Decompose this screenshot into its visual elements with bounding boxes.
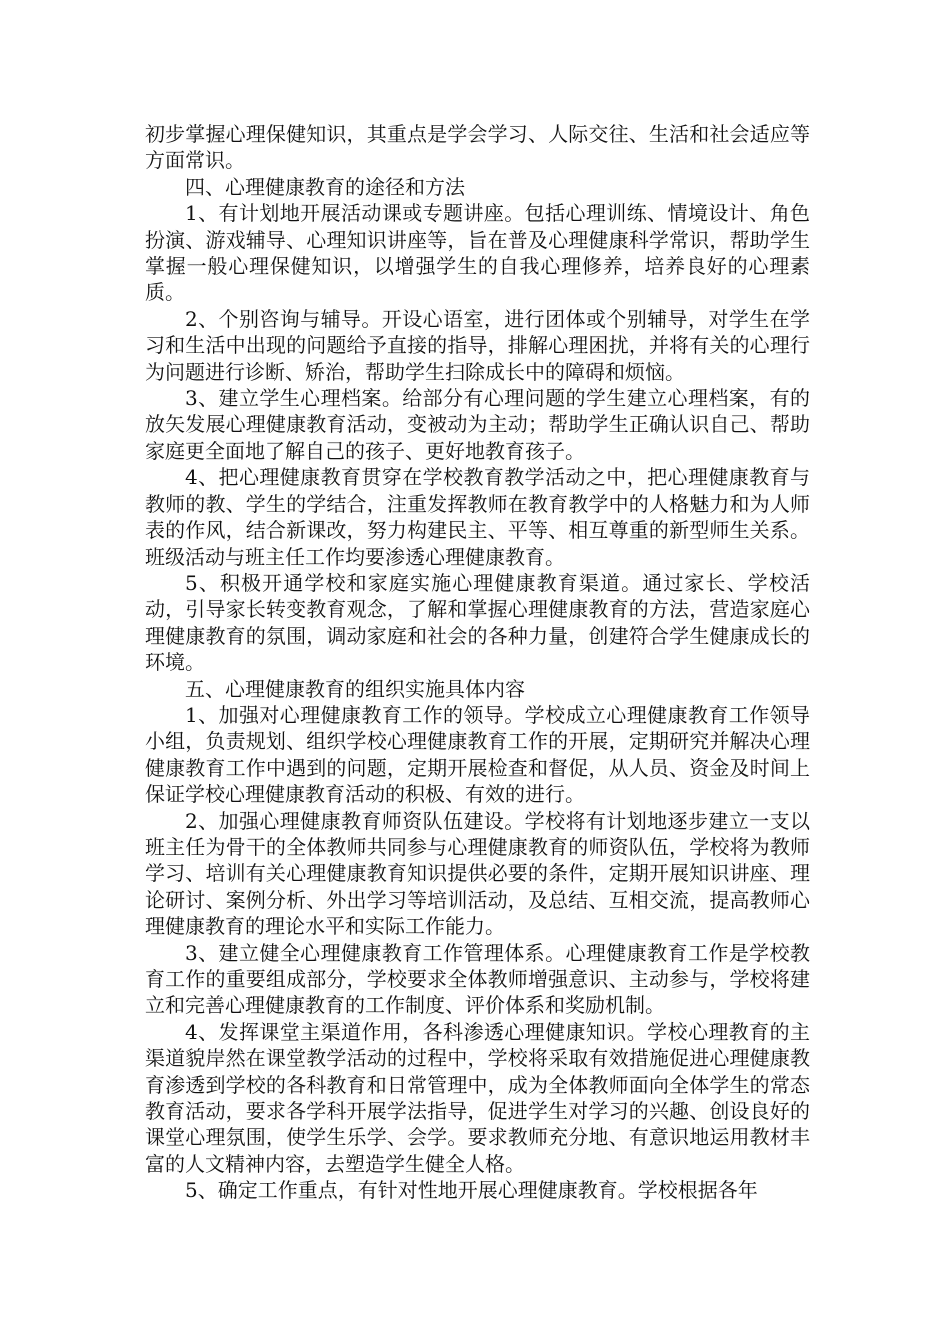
- paragraph-5-2: 2、加强心理健康教育师资队伍建设。学校将有计划地逐步建立一支以班主任为骨干的全体教师共同参与心理健康教育的师资队伍，学校将为教师学习、培训有关心理健康教育知识提供必要的条件，定期开展知识讲座、理论研讨、案例分析、外出学习等培训活动，及总结、互相交流，提高教师心理健康教育的理论水平和实际工作能力。: [145, 808, 810, 939]
- paragraph-5-5: 5、确定工作重点，有针对性地开展心理健康教育。学校根据各年: [185, 1178, 758, 1203]
- section-heading-4: 四、心理健康教育的途径和方法: [185, 174, 465, 199]
- paragraph-4-4: 4、把心理健康教育贯穿在学校教育教学活动之中，把心理健康教育与教师的教、学生的学结合，注重发挥教师在教育教学中的人格魅力和为人师表的作风，结合新课改，努力构建民主、平等、相互尊重的新型师生关系。班级活动与班主任工作均要渗透心理健康教育。: [145, 465, 810, 569]
- paragraph-4-2: 2、个别咨询与辅导。开设心语室，进行团体或个别辅导，对学生在学习和生活中出现的问题给予直接的指导，排解心理困扰，并将有关的心理行为问题进行诊断、矫治，帮助学生扫除成长中的障碍和烦恼。: [145, 306, 810, 384]
- paragraph-4-1: 1、有计划地开展活动课或专题讲座。包括心理训练、情境设计、角色扮演、游戏辅导、心理知识讲座等，旨在普及心理健康科学常识，帮助学生掌握一般心理保健知识，以增强学生的自我心理修养，培养良好的心理素质。: [145, 201, 810, 305]
- paragraph-5-1: 1、加强对心理健康教育工作的领导。学校成立心理健康教育工作领导小组，负责规划、组织学校心理健康教育工作的开展，定期研究并解决心理健康教育工作中遇到的问题，定期开展检查和督促，从人员、资金及时间上保证学校心理健康教育活动的积极、有效的进行。: [145, 702, 810, 807]
- document-body: [145, 121, 810, 1204]
- paragraph-continued: 初步掌握心理保健知识，其重点是学会学习、人际交往、生活和社会适应等方面常识。: [145, 122, 810, 173]
- section-heading-5: 五、心理健康教育的组织实施具体内容: [185, 676, 525, 701]
- paragraph-4-3: 3、建立学生心理档案。给部分有心理问题的学生建立心理档案，有的放矢发展心理健康教育活动，变被动为主动；帮助学生正确认识自己、帮助家庭更全面地了解自己的孩子、更好地教育孩子。: [145, 386, 810, 463]
- paragraph-4-5: 5、积极开通学校和家庭实施心理健康教育渠道。通过家长、学校活动，引导家长转变教育观念，了解和掌握心理健康教育的方法，营造家庭心理健康教育的氛围，调动家庭和社会的各种力量，创建符合学生健康成长的环境。: [145, 570, 810, 675]
- paragraph-5-3: 3、建立健全心理健康教育工作管理体系。心理健康教育工作是学校教育工作的重要组成部分，学校要求全体教师增强意识、主动参与，学校将建立和完善心理健康教育的工作制度、评价体系和奖励机制。: [145, 940, 810, 1018]
- paragraph-5-4: 4、发挥课堂主渠道作用，各科渗透心理健康知识。学校心理教育的主渠道貌岸然在课堂教学活动的过程中，学校将采取有效措施促进心理健康教育渗透到学校的各科教育和日常管理中，成为全体教师面向全体学生的常态教育活动，要求各学科开展学法指导，促进学生对学习的兴趣、创设良好的课堂心理氛围，使学生乐学、会学。要求教师充分地、有意识地运用教材丰富的人文精神内容，去塑造学生健全人格。: [145, 1019, 810, 1176]
